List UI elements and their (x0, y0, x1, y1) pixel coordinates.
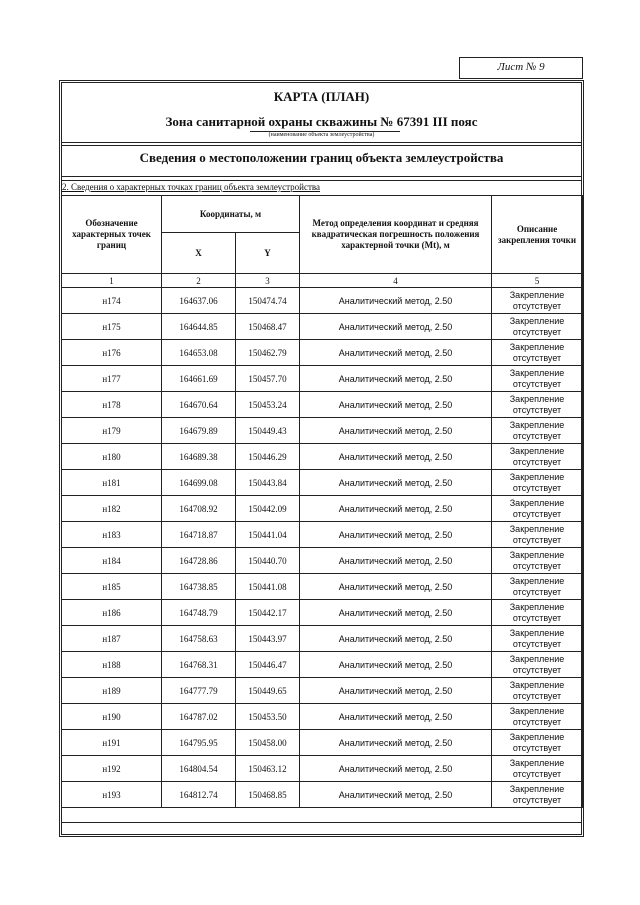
header-coordinates: Координаты, м (162, 196, 300, 233)
table-row (62, 288, 583, 314)
table-row (62, 678, 583, 704)
description-cell: Закрепление отсутствует (492, 548, 583, 574)
description-cell: Закрепление отсутствует (492, 340, 583, 366)
description-cell: Закрепление отсутствует (492, 652, 583, 678)
coord-y-cell: 150443.84 (236, 470, 300, 496)
coord-x-cell: 164718.87 (162, 522, 236, 548)
table-row (62, 782, 583, 808)
coord-y-cell: 150462.79 (236, 340, 300, 366)
coord-x-cell: 164661.69 (162, 366, 236, 392)
point-id-cell: н192 (62, 756, 162, 782)
coord-y-cell: 150457.70 (236, 366, 300, 392)
coord-x-cell: 164637.06 (162, 288, 236, 314)
method-cell: Аналитический метод, 2.50 (300, 678, 492, 704)
point-id-cell: н187 (62, 626, 162, 652)
point-id-cell: н191 (62, 730, 162, 756)
coord-x-cell: 164795.95 (162, 730, 236, 756)
coord-y-cell: 150468.47 (236, 314, 300, 340)
point-id-cell: н178 (62, 392, 162, 418)
method-cell: Аналитический метод, 2.50 (300, 340, 492, 366)
description-cell: Закрепление отсутствует (492, 626, 583, 652)
description-cell: Закрепление отсутствует (492, 756, 583, 782)
description-cell: Закрепление отсутствует (492, 574, 583, 600)
sheet-number: Лист № 9 (497, 61, 545, 73)
method-cell: Аналитический метод, 2.50 (300, 756, 492, 782)
point-id-cell: н185 (62, 574, 162, 600)
coord-y-cell: 150446.29 (236, 444, 300, 470)
point-id-cell: н180 (62, 444, 162, 470)
table-row (62, 626, 583, 652)
method-cell: Аналитический метод, 2.50 (300, 288, 492, 314)
coord-y-cell: 150443.97 (236, 626, 300, 652)
coord-y-cell: 150453.24 (236, 392, 300, 418)
description-cell: Закрепление отсутствует (492, 730, 583, 756)
column-number: 4 (300, 274, 492, 288)
method-cell: Аналитический метод, 2.50 (300, 548, 492, 574)
table-row (62, 470, 583, 496)
description-cell: Закрепление отсутствует (492, 522, 583, 548)
zone-title: Зона санитарной охраны скважины № 67391 III пояс (165, 114, 478, 129)
method-cell: Аналитический метод, 2.50 (300, 652, 492, 678)
description-cell: Закрепление отсутствует (492, 444, 583, 470)
point-id-cell: н177 (62, 366, 162, 392)
coord-x-cell: 164738.85 (162, 574, 236, 600)
table-row (62, 730, 583, 756)
point-id-cell: н186 (62, 600, 162, 626)
coord-y-cell: 150453.50 (236, 704, 300, 730)
coord-y-cell: 150463.12 (236, 756, 300, 782)
coord-y-cell: 150449.65 (236, 678, 300, 704)
coord-y-cell: 150442.09 (236, 496, 300, 522)
table-row (62, 392, 583, 418)
coord-x-cell: 164699.08 (162, 470, 236, 496)
coord-x-cell: 164689.38 (162, 444, 236, 470)
table-row (62, 496, 583, 522)
characteristic-points-table (61, 195, 583, 808)
method-cell: Аналитический метод, 2.50 (300, 366, 492, 392)
divider (61, 176, 582, 177)
coord-y-cell: 150446.47 (236, 652, 300, 678)
map-title: КАРТА (ПЛАН) (273, 89, 370, 104)
coord-x-cell: 164758.63 (162, 626, 236, 652)
description-cell: Закрепление отсутствует (492, 678, 583, 704)
table-row (62, 340, 583, 366)
point-id-cell: н193 (62, 782, 162, 808)
table-row (62, 600, 583, 626)
table-row (62, 444, 583, 470)
table-row (62, 366, 583, 392)
coord-x-cell: 164804.54 (162, 756, 236, 782)
description-cell: Закрепление отсутствует (492, 392, 583, 418)
coord-y-cell: 150468.85 (236, 782, 300, 808)
coord-y-cell: 150442.17 (236, 600, 300, 626)
coord-x-cell: 164653.08 (162, 340, 236, 366)
divider (61, 145, 582, 146)
coord-x-cell: 164670.64 (162, 392, 236, 418)
description-cell: Закрепление отсутствует (492, 600, 583, 626)
section-title: Сведения о местоположении границ объекта землеустройства (139, 150, 504, 165)
coord-x-cell: 164787.02 (162, 704, 236, 730)
table-row (62, 548, 583, 574)
coord-y-cell: 150440.70 (236, 548, 300, 574)
column-number: 3 (236, 274, 300, 288)
table-row (62, 314, 583, 340)
divider (61, 180, 582, 181)
method-cell: Аналитический метод, 2.50 (300, 600, 492, 626)
point-id-cell: н184 (62, 548, 162, 574)
coord-x-cell: 164708.92 (162, 496, 236, 522)
method-cell: Аналитический метод, 2.50 (300, 574, 492, 600)
table-row (62, 704, 583, 730)
method-cell: Аналитический метод, 2.50 (300, 626, 492, 652)
column-number: 1 (62, 274, 162, 288)
point-id-cell: н183 (62, 522, 162, 548)
divider (61, 822, 582, 823)
point-id-cell: н181 (62, 470, 162, 496)
coord-x-cell: 164748.79 (162, 600, 236, 626)
point-id-cell: н182 (62, 496, 162, 522)
description-cell: Закрепление отсутствует (492, 470, 583, 496)
coord-x-cell: 164777.79 (162, 678, 236, 704)
method-cell: Аналитический метод, 2.50 (300, 730, 492, 756)
point-id-cell: н176 (62, 340, 162, 366)
table-row (62, 756, 583, 782)
table-row (62, 418, 583, 444)
divider (61, 142, 582, 143)
description-cell: Закрепление отсутствует (492, 704, 583, 730)
method-cell: Аналитический метод, 2.50 (300, 470, 492, 496)
sheet-number-box (459, 57, 583, 79)
method-cell: Аналитический метод, 2.50 (300, 444, 492, 470)
header-description: Описание закрепления точки (492, 196, 583, 274)
description-cell: Закрепление отсутствует (492, 366, 583, 392)
method-cell: Аналитический метод, 2.50 (300, 314, 492, 340)
table-row (62, 652, 583, 678)
coord-y-cell: 150458.00 (236, 730, 300, 756)
coord-x-cell: 164728.86 (162, 548, 236, 574)
coord-y-cell: 150474.74 (236, 288, 300, 314)
coord-y-cell: 150449.43 (236, 418, 300, 444)
point-id-cell: н174 (62, 288, 162, 314)
method-cell: Аналитический метод, 2.50 (300, 704, 492, 730)
description-cell: Закрепление отсутствует (492, 314, 583, 340)
description-cell: Закрепление отсутствует (492, 418, 583, 444)
header-x: X (162, 233, 236, 274)
subsection-title: 2. Сведения о характерных точках границ объекта землеустройства (62, 182, 321, 192)
coord-x-cell: 164679.89 (162, 418, 236, 444)
column-number: 5 (492, 274, 583, 288)
description-cell: Закрепление отсутствует (492, 288, 583, 314)
method-cell: Аналитический метод, 2.50 (300, 522, 492, 548)
column-number: 2 (162, 274, 236, 288)
coord-y-cell: 150441.08 (236, 574, 300, 600)
point-id-cell: н188 (62, 652, 162, 678)
method-cell: Аналитический метод, 2.50 (300, 418, 492, 444)
header-designation: Обозначение характерных точек границ (62, 196, 162, 274)
table-row (62, 522, 583, 548)
method-cell: Аналитический метод, 2.50 (300, 392, 492, 418)
description-cell: Закрепление отсутствует (492, 782, 583, 808)
point-id-cell: н189 (62, 678, 162, 704)
coord-x-cell: 164768.31 (162, 652, 236, 678)
method-cell: Аналитический метод, 2.50 (300, 496, 492, 522)
description-cell: Закрепление отсутствует (492, 496, 583, 522)
table-row (62, 574, 583, 600)
coord-y-cell: 150441.04 (236, 522, 300, 548)
header-y: Y (236, 233, 300, 274)
point-id-cell: н190 (62, 704, 162, 730)
coord-x-cell: 164812.74 (162, 782, 236, 808)
header-method: Метод определения координат и средняя квадратическая погрешность положения характерной точки (Mt), м (300, 196, 492, 274)
zone-caption: (наименование объекта землеустройства) (268, 132, 375, 138)
point-id-cell: н179 (62, 418, 162, 444)
points-body (62, 288, 583, 808)
method-cell: Аналитический метод, 2.50 (300, 782, 492, 808)
point-id-cell: н175 (62, 314, 162, 340)
coord-x-cell: 164644.85 (162, 314, 236, 340)
